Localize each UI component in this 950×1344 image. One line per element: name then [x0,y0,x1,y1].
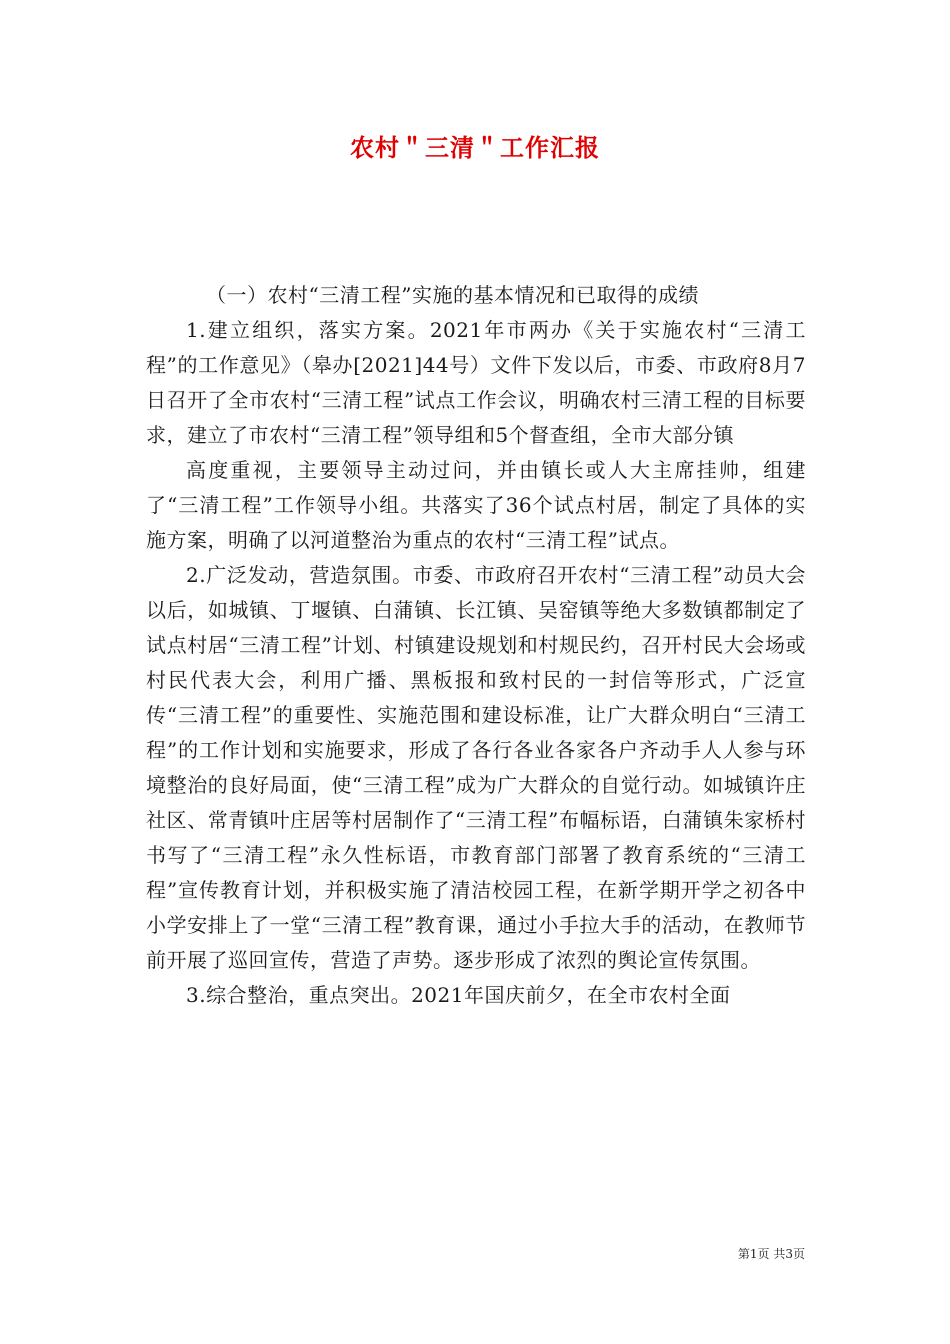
page-number: 第1页 共3页 [737,1247,805,1261]
section-heading: （一）农村“三清工程”实施的基本情况和已取得的成绩 [206,283,699,307]
paragraph-comprehensive-rectification: 3.综合整治，重点突出。2021年国庆前夕，在全市农村全面 [186,983,731,1007]
paragraph-mobilization: 2.广泛发动，营造氛围。市委、市政府召开农村“三清工程”动员大会以后，如城镇、丁堰镇、白蒲镇、长江镇、吴窑镇等绝大多数镇都制定了试点村居“三清工程”计划、村镇建设规划和村规民约，召开村民大会场或村民代表大会，利用广播、黑板报和致村民的一封信等形式，广泛宣传“三清工程”的重要性、实施范围和建设标准，让广大群众明白“三清工程”的工作计划和实施要求，形成了各行各业各家各户齐动手人人参与环境整治的良好局面，使“三清工程”成为广大群众的自觉行动。如城镇许庄社区、常青镇叶庄居等村居制作了“三清工程”布幅标语，白蒲镇朱家桥村书写了“三清工程”永久性标语，市教育部门部署了教育系统的“三清工程”宣传教育计划，并积极实施了清洁校园工程，在新学期开学之初各中小学安排上了一堂“三清工程”教育课，通过小手拉大手的活动，在教师节前开展了巡回宣传，营造了声势。逐步形成了浓烈的舆论宣传氛围。 [146,563,806,972]
document-body [146,278,806,1013]
paragraph-attention: 高度重视，主要领导主动过问，并由镇长或人大主席挂帅，组建了“三清工程”工作领导小组。共落实了36个试点村居，制定了具体的实施方案，明确了以河道整治为重点的农村“三清工程”试点。 [146,458,806,552]
document-title: 农村＂三清＂工作汇报 [350,134,600,162]
paragraph-establish-organization: 1.建立组织，落实方案。2021年市两办《关于实施农村“三清工程”的工作意见》（皋办[2021]44号）文件下发以后，市委、市政府8月7日召开了全市农村“三清工程”试点工作会议，明确农村三清工程的目标要求，建立了市农村“三清工程”领导组和5个督查组，全市大部分镇 [146,318,806,447]
